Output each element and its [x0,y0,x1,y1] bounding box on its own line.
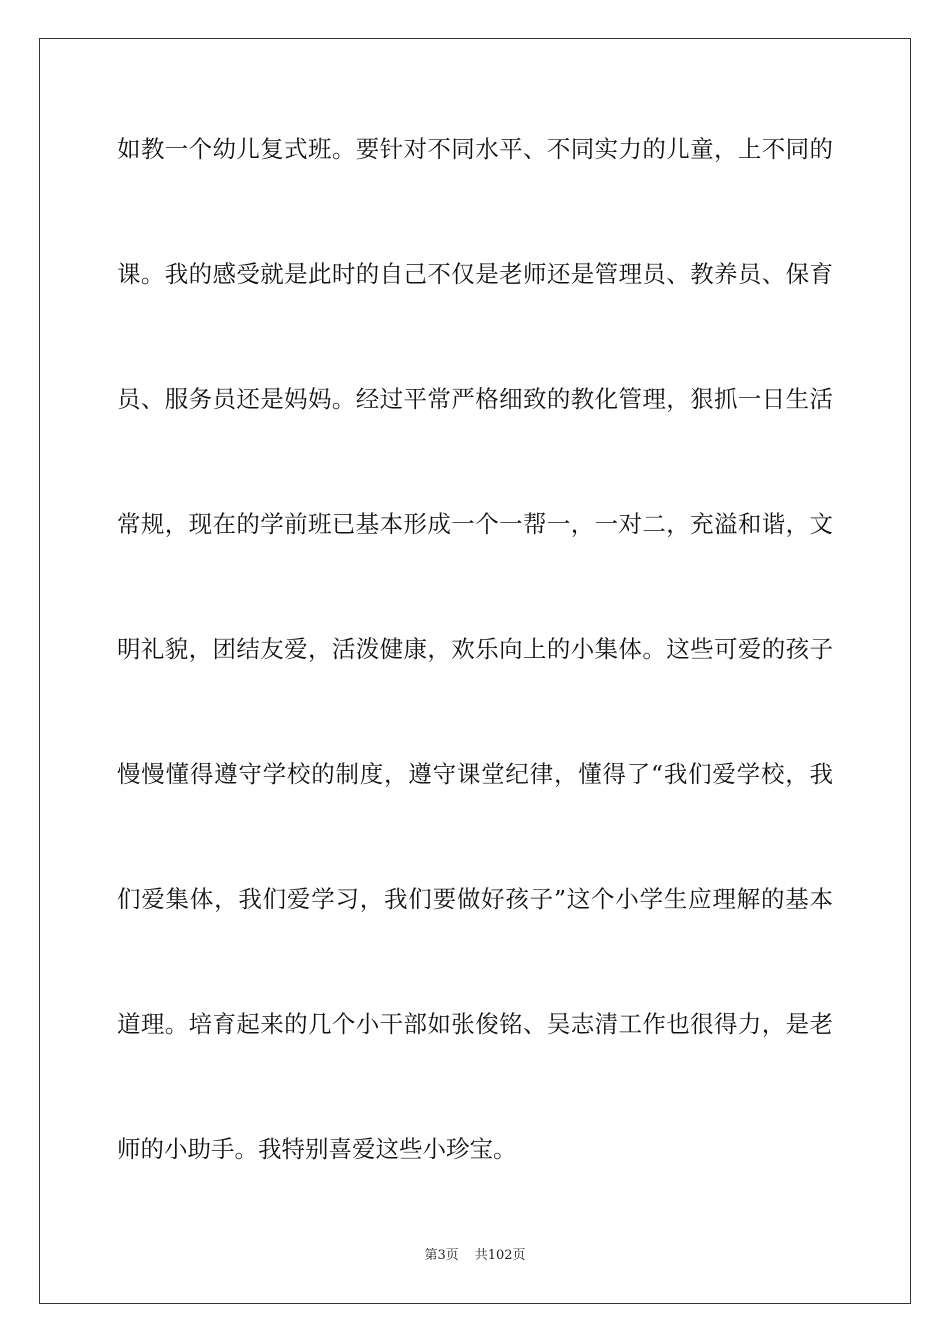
paragraph-line-3: 员、服务员还是妈妈。经过平常严格细致的教化管理，狠抓一日生活 [117,385,833,413]
total-pages: 共102页 [474,1248,526,1263]
page-footer [0,1247,950,1265]
page-frame [39,38,911,1304]
paragraph-line-7: 们爱集体，我们爱学习，我们要做好孩子”这个小学生应理解的基本 [117,885,833,913]
paragraph-line-1: 如教一个幼儿复式班。要针对不同水平、不同实力的儿童，上不同的 [117,135,833,163]
paragraph-line-6: 慢慢懂得遵守学校的制度，遵守课堂纪律，懂得了“我们爱学校，我 [117,760,833,788]
paragraph-line-9: 师的小助手。我特别喜爱这些小珍宝。 [117,1135,517,1163]
paragraph-line-4: 常规，现在的学前班已基本形成一个一帮一，一对二，充溢和谐，文 [117,510,833,538]
paragraph-line-2: 课。我的感受就是此时的自己不仅是老师还是管理员、教养员、保育 [117,260,833,288]
page-number: 第3页 [424,1248,459,1263]
paragraph-line-5: 明礼貌，团结友爱，活泼健康，欢乐向上的小集体。这些可爱的孩子 [117,635,833,663]
paragraph-line-8: 道理。培育起来的几个小干部如张俊铭、吴志清工作也很得力，是老 [117,1010,833,1038]
